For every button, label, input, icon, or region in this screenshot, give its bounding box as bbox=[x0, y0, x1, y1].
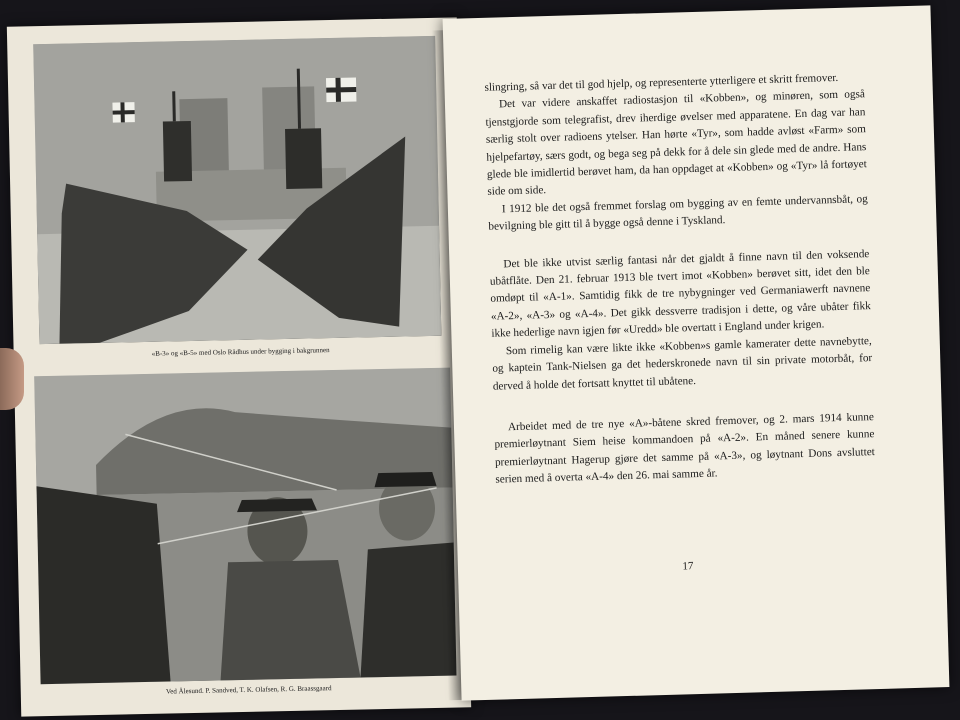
paragraph: I 1912 ble det også fremmet forslag om bygging av en femte undervannsbåt, og bevilgning ble gitt til å bygge også denne i Tyskland. bbox=[488, 192, 868, 233]
paragraph: Det var videre anskaffet radiostasjon til «Kobben», og minøren, som også tjenstgjorde som telegrafist, drev iherdige øvelser med apparatene. En dag var han særlig stolt over radioens ytelser. Han hørte «Tyr», som hadde avløst «Farm» som hjelpefartøy, særs godt, og bega seg på dekk for å dele sin glede med de andre. Hans glede ble imidlertid berøvet ham, da han oppdaget at «Kobben» og «Tyr» lå fortøyet side om side. bbox=[485, 88, 867, 199]
left-page bbox=[7, 17, 471, 716]
paragraph: Det ble ikke utvist særlig fantasi når det gjaldt å finne navn til den voksende ubåtflåte. Den 21. februar 1913 ble tvert imot «Kobben» berøvet sitt, idet den ble omdøpt til «A-1». Samtidig fikk de tre nybygninger ved Germaniawerft navnene «A-2», «A-3» og «A-4». Det gikk dessverre tradisjon i dette, og våre ubåter fikk ikke hederlige navn igjen før «Uredd» ble overtatt i England under krigen. bbox=[489, 247, 871, 340]
officers-illustration bbox=[34, 368, 456, 685]
body-text bbox=[484, 69, 875, 489]
officers-on-deck-photo bbox=[34, 368, 456, 685]
right-page bbox=[443, 5, 950, 700]
paragraph: slingring, så var det til god hjelp, og representerte ytterligere et skritt fremover. bbox=[484, 71, 839, 94]
paragraph: Som rimelig kan være likte ikke «Kobben»s gamle kamerater dette navnebytte, og kaptein Tank-Nielsen ga det hederskronede navn til sin private motorbåt, for derved å holde det fortsatt knyttet til ubåtene. bbox=[492, 334, 873, 393]
photo-caption-bottom: Ved Ålesund. P. Sandved, T. K. Olafsen, R. G. Braassgaard bbox=[165, 684, 332, 696]
submarines-photo bbox=[33, 36, 441, 344]
photo-caption-top: «B-3» og «B-5» med Oslo Rådhus under bygging i bakgrunnen bbox=[151, 346, 330, 358]
submarines-illustration bbox=[33, 36, 441, 344]
thumb bbox=[0, 348, 24, 410]
page-number: 17 bbox=[682, 560, 694, 573]
paragraph: Arbeidet med de tre nye «A»-båtene skred fremover, og 2. mars 1914 kunne premierløytnant Siem heise kommandoen på «A-2». En måned senere kunne premierløytnant Hagerup gjøre det samme på «A-3», og løytnant Dons avsluttet serien med å overta «A-4» den 26. mai samme år. bbox=[494, 410, 875, 486]
